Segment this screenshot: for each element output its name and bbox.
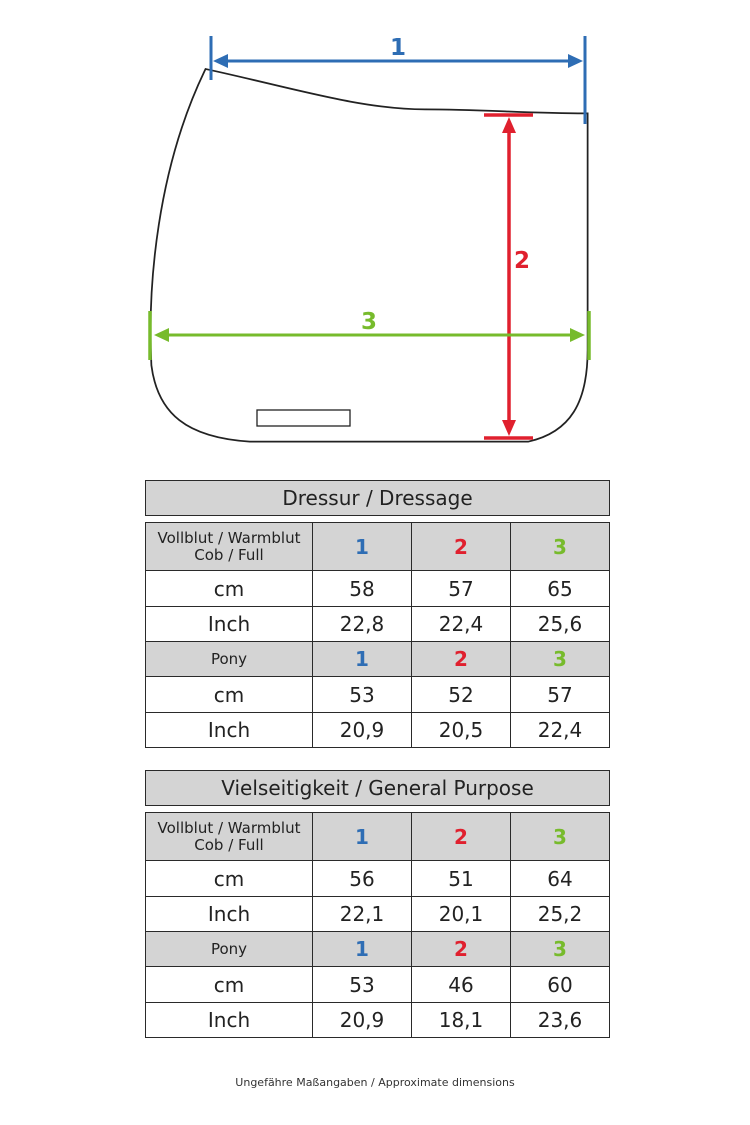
value-cell: 25,6 [511, 607, 610, 642]
value-cell: 46 [412, 967, 511, 1003]
value-cell: 23,6 [511, 1003, 610, 1038]
saddle-pad-diagram [0, 0, 750, 460]
value-cell: 64 [511, 861, 610, 897]
col-header-3: 3 [553, 534, 567, 559]
col-header-1: 1 [355, 824, 369, 849]
table-row [146, 1003, 610, 1038]
table-row [146, 713, 610, 748]
value-cell: 57 [511, 677, 610, 713]
unit-label: cm [146, 861, 313, 897]
table-row [146, 897, 610, 932]
unit-label: cm [146, 677, 313, 713]
value-cell: 57 [412, 571, 511, 607]
value-cell: 20,9 [313, 713, 412, 748]
col-header-1: 1 [355, 647, 369, 671]
col-header-2: 2 [454, 824, 468, 849]
value-cell: 58 [313, 571, 412, 607]
size-group-label: Vollblut / Warmblut Cob / Full [146, 813, 313, 861]
table-header-row [146, 932, 610, 967]
table-row [146, 967, 610, 1003]
value-cell: 22,4 [511, 713, 610, 748]
col-header-2: 2 [454, 937, 468, 961]
general-purpose-size-table [145, 770, 610, 1038]
unit-label: cm [146, 967, 313, 1003]
value-cell: 22,8 [313, 607, 412, 642]
value-cell: 20,9 [313, 1003, 412, 1038]
unit-label: cm [146, 571, 313, 607]
value-cell: 51 [412, 861, 511, 897]
measure-3-label: 3 [360, 309, 378, 335]
value-cell: 52 [412, 677, 511, 713]
value-cell: 56 [313, 861, 412, 897]
unit-label: Inch [146, 713, 313, 748]
measure-2-label: 2 [513, 248, 531, 274]
strap-slot [257, 410, 350, 426]
unit-label: Inch [146, 607, 313, 642]
col-header-1: 1 [355, 937, 369, 961]
value-cell: 18,1 [412, 1003, 511, 1038]
table-row [146, 861, 610, 897]
dressage-size-table [145, 480, 610, 748]
table-header-row [146, 813, 610, 861]
table-title: Vielseitigkeit / General Purpose [146, 771, 610, 806]
value-cell: 53 [313, 677, 412, 713]
size-group-label: Pony [146, 932, 313, 967]
size-group-label: Vollblut / Warmblut Cob / Full [146, 523, 313, 571]
value-cell: 20,1 [412, 897, 511, 932]
col-header-1: 1 [355, 534, 369, 559]
col-header-3: 3 [553, 824, 567, 849]
value-cell: 22,1 [313, 897, 412, 932]
table-row [146, 677, 610, 713]
table-header-row [146, 642, 610, 677]
value-cell: 53 [313, 967, 412, 1003]
value-cell: 25,2 [511, 897, 610, 932]
footer-note: Ungefähre Maßangaben / Approximate dimensions [235, 1076, 515, 1089]
value-cell: 20,5 [412, 713, 511, 748]
value-cell: 65 [511, 571, 610, 607]
unit-label: Inch [146, 1003, 313, 1038]
col-header-2: 2 [454, 647, 468, 671]
table-row [146, 607, 610, 642]
col-header-2: 2 [454, 534, 468, 559]
col-header-3: 3 [553, 647, 567, 671]
size-group-label: Pony [146, 642, 313, 677]
unit-label: Inch [146, 897, 313, 932]
value-cell: 60 [511, 967, 610, 1003]
col-header-3: 3 [553, 937, 567, 961]
table-row [146, 571, 610, 607]
table-header-row [146, 523, 610, 571]
value-cell: 22,4 [412, 607, 511, 642]
table-title: Dressur / Dressage [146, 481, 610, 516]
measure-1-label: 1 [389, 35, 407, 61]
